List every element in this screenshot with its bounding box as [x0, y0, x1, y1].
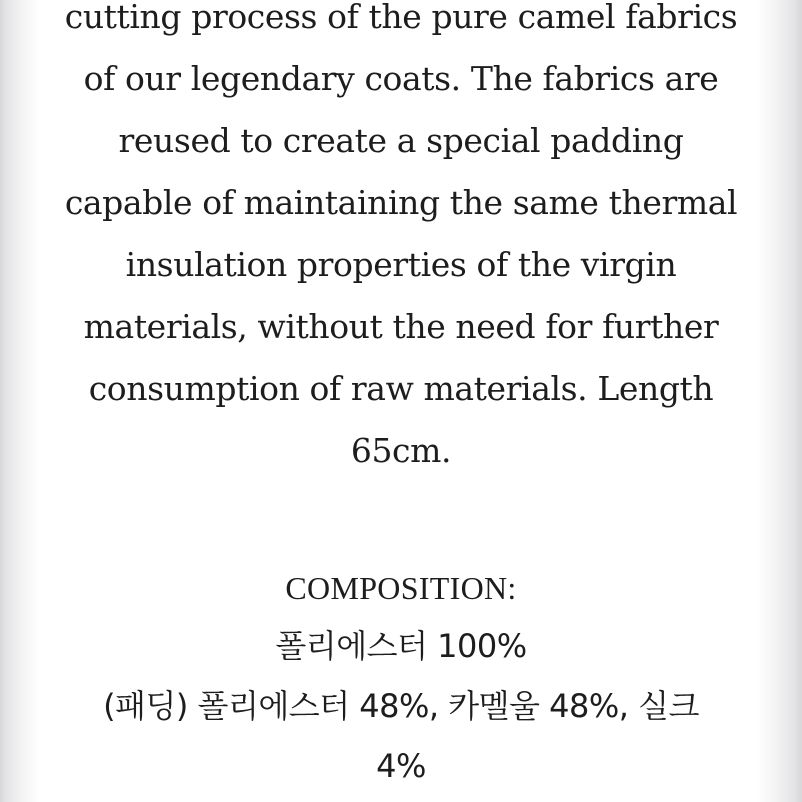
composition-title: COMPOSITION:	[285, 570, 517, 606]
product-description-content	[60, 0, 742, 796]
description-paragraph: cutting process of the pure camel fabrics of our legendary coats. The fabrics are reused to create a special padding capable of maintaining the same thermal insulation properties of the virgin materials, without the need for further consumption of raw materials. Length 65cm.	[64, 0, 738, 470]
left-shadow-edge	[0, 0, 40, 802]
composition-line-1: 폴리에스터 100%	[275, 627, 527, 665]
composition-line-2: (패딩) 폴리에스터 48%, 카멜울 48%, 실크	[103, 687, 699, 725]
composition-section	[60, 560, 742, 796]
composition-line-3: 4%	[376, 747, 426, 785]
right-shadow-edge	[756, 0, 802, 802]
